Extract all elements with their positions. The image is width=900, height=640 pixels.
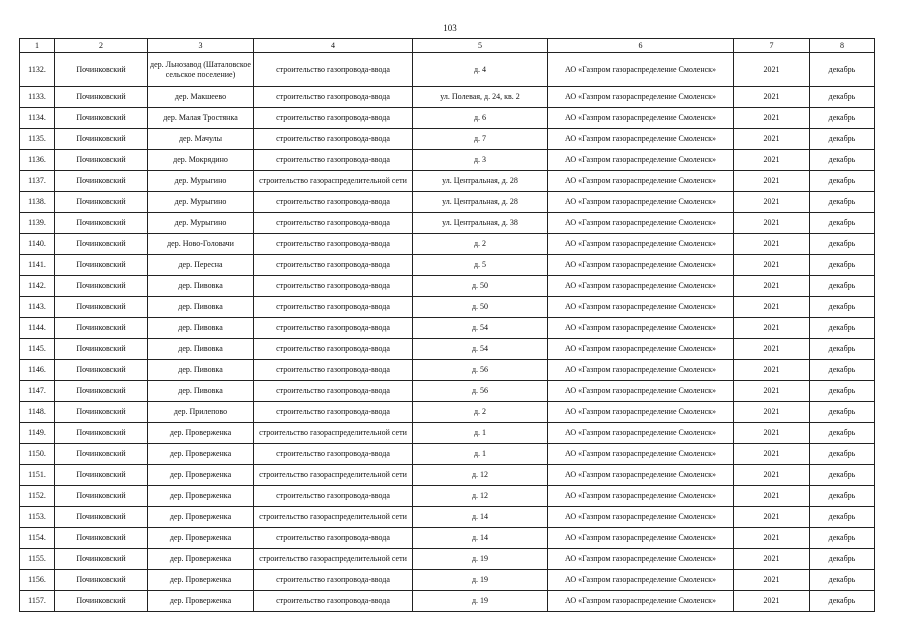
row-number-cell: 1135. [20,129,55,150]
address-cell: д. 2 [413,234,548,255]
organization-cell: АО «Газпром газораспределение Смоленск» [548,360,734,381]
organization-cell: АО «Газпром газораспределение Смоленск» [548,255,734,276]
row-number-cell: 1136. [20,150,55,171]
settlement-cell: дер. Пивовка [148,381,254,402]
work-type-cell: строительство газопровода-ввода [254,234,413,255]
district-cell: Починковский [55,444,148,465]
year-cell: 2021 [734,549,810,570]
settlement-cell: дер. Пивовка [148,276,254,297]
settlement-cell: дер. Мачулы [148,129,254,150]
district-cell: Починковский [55,108,148,129]
organization-cell: АО «Газпром газораспределение Смоленск» [548,129,734,150]
settlement-cell: дер. Мурыгино [148,213,254,234]
year-cell: 2021 [734,297,810,318]
address-cell: д. 54 [413,318,548,339]
organization-cell: АО «Газпром газораспределение Смоленск» [548,570,734,591]
work-type-cell: строительство газопровода-ввода [254,381,413,402]
work-type-cell: строительство газораспределительной сети [254,171,413,192]
organization-cell: АО «Газпром газораспределение Смоленск» [548,171,734,192]
table-row [20,318,875,339]
month-cell: декабрь [810,339,875,360]
district-cell: Починковский [55,255,148,276]
organization-cell: АО «Газпром газораспределение Смоленск» [548,507,734,528]
row-number-cell: 1148. [20,402,55,423]
district-cell: Починковский [55,171,148,192]
work-type-cell: строительство газопровода-ввода [254,486,413,507]
address-cell: д. 14 [413,507,548,528]
settlement-cell: дер. Льнозавод (Шаталовское сельское поселение) [148,53,254,87]
year-cell: 2021 [734,53,810,87]
year-cell: 2021 [734,108,810,129]
address-cell: д. 12 [413,486,548,507]
work-type-cell: строительство газопровода-ввода [254,108,413,129]
table-row [20,402,875,423]
column-header: 8 [810,39,875,53]
work-type-cell: строительство газопровода-ввода [254,339,413,360]
address-cell: д. 7 [413,129,548,150]
district-cell: Починковский [55,276,148,297]
settlement-cell: дер. Пивовка [148,318,254,339]
month-cell: декабрь [810,528,875,549]
settlement-cell: дер. Проверженка [148,591,254,612]
address-cell: д. 1 [413,423,548,444]
row-number-cell: 1145. [20,339,55,360]
work-type-cell: строительство газопровода-ввода [254,150,413,171]
month-cell: декабрь [810,486,875,507]
column-header: 4 [254,39,413,53]
year-cell: 2021 [734,129,810,150]
table-row [20,570,875,591]
district-cell: Починковский [55,528,148,549]
year-cell: 2021 [734,402,810,423]
address-cell: д. 1 [413,444,548,465]
row-number-cell: 1157. [20,591,55,612]
address-cell: д. 56 [413,360,548,381]
year-cell: 2021 [734,591,810,612]
settlement-cell: дер. Мокрядино [148,150,254,171]
district-cell: Починковский [55,402,148,423]
table-row [20,444,875,465]
work-type-cell: строительство газопровода-ввода [254,87,413,108]
row-number-cell: 1134. [20,108,55,129]
table-row [20,276,875,297]
row-number-cell: 1137. [20,171,55,192]
settlement-cell: дер. Проверженка [148,465,254,486]
work-type-cell: строительство газопровода-ввода [254,129,413,150]
address-cell: д. 2 [413,402,548,423]
table-row [20,53,875,87]
row-number-cell: 1152. [20,486,55,507]
district-cell: Починковский [55,129,148,150]
organization-cell: АО «Газпром газораспределение Смоленск» [548,444,734,465]
month-cell: декабрь [810,213,875,234]
row-number-cell: 1133. [20,87,55,108]
district-cell: Починковский [55,591,148,612]
organization-cell: АО «Газпром газораспределение Смоленск» [548,297,734,318]
year-cell: 2021 [734,255,810,276]
settlement-cell: дер. Проверженка [148,444,254,465]
district-cell: Починковский [55,297,148,318]
organization-cell: АО «Газпром газораспределение Смоленск» [548,528,734,549]
table-row [20,549,875,570]
row-number-cell: 1144. [20,318,55,339]
table-row [20,171,875,192]
district-cell: Починковский [55,234,148,255]
month-cell: декабрь [810,108,875,129]
settlement-cell: дер. Проверженка [148,507,254,528]
work-type-cell: строительство газопровода-ввода [254,297,413,318]
settlement-cell: дер. Мурыгино [148,171,254,192]
row-number-cell: 1141. [20,255,55,276]
address-cell: д. 3 [413,150,548,171]
column-header: 1 [20,39,55,53]
work-type-cell: строительство газопровода-ввода [254,213,413,234]
address-cell: ул. Полевая, д. 24, кв. 2 [413,87,548,108]
month-cell: декабрь [810,297,875,318]
district-cell: Починковский [55,549,148,570]
year-cell: 2021 [734,276,810,297]
header-row [20,39,875,53]
year-cell: 2021 [734,360,810,381]
row-number-cell: 1154. [20,528,55,549]
settlement-cell: дер. Проверженка [148,486,254,507]
work-type-cell: строительство газопровода-ввода [254,318,413,339]
page-number: 103 [443,23,457,33]
organization-cell: АО «Газпром газораспределение Смоленск» [548,591,734,612]
district-cell: Починковский [55,87,148,108]
year-cell: 2021 [734,486,810,507]
table-row [20,486,875,507]
address-cell: д. 56 [413,381,548,402]
district-cell: Починковский [55,150,148,171]
address-cell: д. 50 [413,276,548,297]
column-header: 3 [148,39,254,53]
settlement-cell: дер. Ново-Головачи [148,234,254,255]
month-cell: декабрь [810,591,875,612]
column-header: 7 [734,39,810,53]
settlement-cell: дер. Малая Тростянка [148,108,254,129]
table-row [20,423,875,444]
month-cell: декабрь [810,87,875,108]
year-cell: 2021 [734,381,810,402]
row-number-cell: 1139. [20,213,55,234]
organization-cell: АО «Газпром газораспределение Смоленск» [548,465,734,486]
organization-cell: АО «Газпром газораспределение Смоленск» [548,549,734,570]
year-cell: 2021 [734,570,810,591]
month-cell: декабрь [810,53,875,87]
table-row [20,255,875,276]
organization-cell: АО «Газпром газораспределение Смоленск» [548,150,734,171]
month-cell: декабрь [810,444,875,465]
settlement-cell: дер. Пивовка [148,297,254,318]
year-cell: 2021 [734,171,810,192]
address-cell: д. 50 [413,297,548,318]
year-cell: 2021 [734,507,810,528]
address-cell: ул. Центральная, д. 28 [413,171,548,192]
district-cell: Починковский [55,360,148,381]
organization-cell: АО «Газпром газораспределение Смоленск» [548,402,734,423]
organization-cell: АО «Газпром газораспределение Смоленск» [548,108,734,129]
table-row [20,360,875,381]
year-cell: 2021 [734,339,810,360]
work-type-cell: строительство газопровода-ввода [254,255,413,276]
settlement-cell: дер. Проверженка [148,570,254,591]
table-row [20,591,875,612]
organization-cell: АО «Газпром газораспределение Смоленск» [548,234,734,255]
table-row [20,234,875,255]
month-cell: декабрь [810,423,875,444]
district-cell: Починковский [55,339,148,360]
settlement-cell: дер. Проверженка [148,549,254,570]
month-cell: декабрь [810,465,875,486]
table-row [20,297,875,318]
district-cell: Починковский [55,192,148,213]
work-type-cell: строительство газопровода-ввода [254,192,413,213]
settlement-cell: дер. Пивовка [148,360,254,381]
organization-cell: АО «Газпром газораспределение Смоленск» [548,381,734,402]
row-number-cell: 1143. [20,297,55,318]
work-type-cell: строительство газопровода-ввода [254,360,413,381]
table-row [20,381,875,402]
district-cell: Починковский [55,465,148,486]
address-cell: д. 4 [413,53,548,87]
organization-cell: АО «Газпром газораспределение Смоленск» [548,213,734,234]
table-body [20,53,875,612]
year-cell: 2021 [734,423,810,444]
month-cell: декабрь [810,192,875,213]
table-row [20,465,875,486]
address-cell: д. 5 [413,255,548,276]
month-cell: декабрь [810,276,875,297]
month-cell: декабрь [810,381,875,402]
work-type-cell: строительство газопровода-ввода [254,402,413,423]
month-cell: декабрь [810,234,875,255]
row-number-cell: 1155. [20,549,55,570]
year-cell: 2021 [734,192,810,213]
address-cell: д. 6 [413,108,548,129]
settlement-cell: дер. Макшеево [148,87,254,108]
work-type-cell: строительство газопровода-ввода [254,528,413,549]
organization-cell: АО «Газпром газораспределение Смоленск» [548,87,734,108]
month-cell: декабрь [810,318,875,339]
work-type-cell: строительство газораспределительной сети [254,507,413,528]
work-type-cell: строительство газопровода-ввода [254,591,413,612]
row-number-cell: 1142. [20,276,55,297]
district-cell: Починковский [55,507,148,528]
year-cell: 2021 [734,150,810,171]
organization-cell: АО «Газпром газораспределение Смоленск» [548,339,734,360]
month-cell: декабрь [810,360,875,381]
work-type-cell: строительство газопровода-ввода [254,53,413,87]
district-cell: Починковский [55,381,148,402]
district-cell: Починковский [55,486,148,507]
address-cell: д. 14 [413,528,548,549]
column-header: 6 [548,39,734,53]
work-type-cell: строительство газопровода-ввода [254,444,413,465]
settlement-cell: дер. Пивовка [148,339,254,360]
month-cell: декабрь [810,171,875,192]
month-cell: декабрь [810,150,875,171]
month-cell: декабрь [810,255,875,276]
organization-cell: АО «Газпром газораспределение Смоленск» [548,318,734,339]
year-cell: 2021 [734,528,810,549]
work-type-cell: строительство газопровода-ввода [254,276,413,297]
organization-cell: АО «Газпром газораспределение Смоленск» [548,192,734,213]
table-row [20,192,875,213]
month-cell: декабрь [810,570,875,591]
row-number-cell: 1140. [20,234,55,255]
row-number-cell: 1138. [20,192,55,213]
settlement-cell: дер. Проверженка [148,423,254,444]
month-cell: декабрь [810,129,875,150]
row-number-cell: 1151. [20,465,55,486]
year-cell: 2021 [734,318,810,339]
month-cell: декабрь [810,507,875,528]
table-row [20,150,875,171]
table-row [20,129,875,150]
row-number-cell: 1153. [20,507,55,528]
year-cell: 2021 [734,444,810,465]
row-number-cell: 1146. [20,360,55,381]
organization-cell: АО «Газпром газораспределение Смоленск» [548,423,734,444]
row-number-cell: 1149. [20,423,55,444]
district-cell: Починковский [55,570,148,591]
row-number-cell: 1132. [20,53,55,87]
district-cell: Починковский [55,213,148,234]
work-type-cell: строительство газопровода-ввода [254,570,413,591]
address-cell: д. 19 [413,549,548,570]
table-row [20,87,875,108]
district-cell: Починковский [55,423,148,444]
table-row [20,528,875,549]
column-header: 2 [55,39,148,53]
address-cell: д. 19 [413,591,548,612]
address-cell: ул. Центральная, д. 28 [413,192,548,213]
organization-cell: АО «Газпром газораспределение Смоленск» [548,53,734,87]
table-row [20,507,875,528]
month-cell: декабрь [810,549,875,570]
address-cell: д. 12 [413,465,548,486]
address-cell: ул. Центральная, д. 38 [413,213,548,234]
year-cell: 2021 [734,213,810,234]
registry-table [19,38,875,612]
organization-cell: АО «Газпром газораспределение Смоленск» [548,486,734,507]
work-type-cell: строительство газораспределительной сети [254,423,413,444]
settlement-cell: дер. Проверженка [148,528,254,549]
work-type-cell: строительство газораспределительной сети [254,465,413,486]
row-number-cell: 1150. [20,444,55,465]
year-cell: 2021 [734,87,810,108]
table-row [20,108,875,129]
table-row [20,213,875,234]
row-number-cell: 1147. [20,381,55,402]
settlement-cell: дер. Пересна [148,255,254,276]
row-number-cell: 1156. [20,570,55,591]
month-cell: декабрь [810,402,875,423]
settlement-cell: дер. Прилепово [148,402,254,423]
table-row [20,339,875,360]
address-cell: д. 54 [413,339,548,360]
year-cell: 2021 [734,465,810,486]
year-cell: 2021 [734,234,810,255]
district-cell: Починковский [55,318,148,339]
address-cell: д. 19 [413,570,548,591]
column-header: 5 [413,39,548,53]
work-type-cell: строительство газораспределительной сети [254,549,413,570]
settlement-cell: дер. Мурыгино [148,192,254,213]
district-cell: Починковский [55,53,148,87]
organization-cell: АО «Газпром газораспределение Смоленск» [548,276,734,297]
